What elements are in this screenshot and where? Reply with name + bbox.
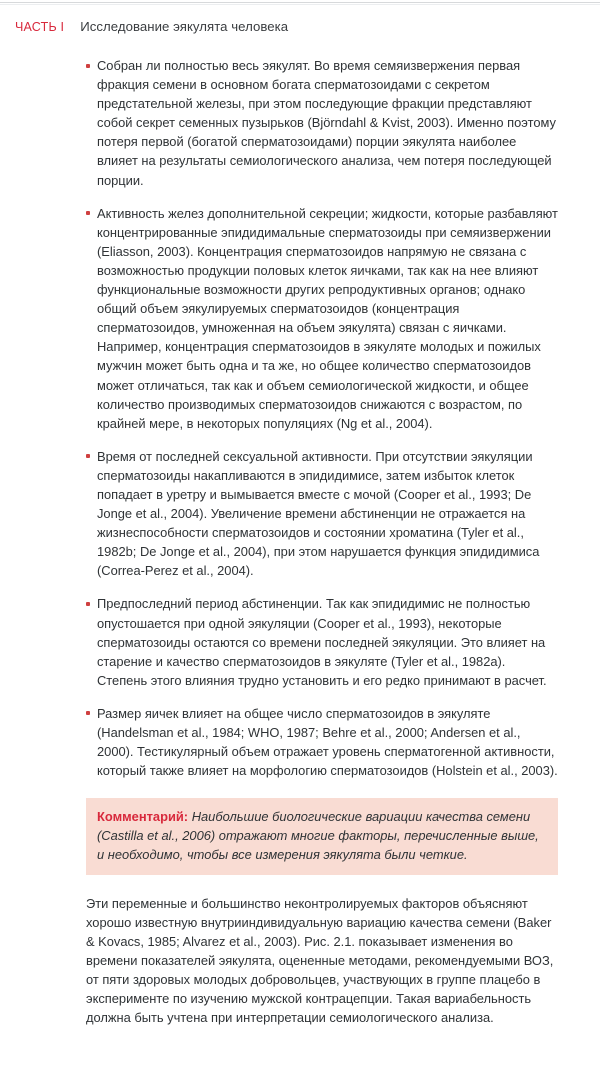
page-top-rule [0,2,600,3]
part-label: ЧАСТЬ I [15,20,65,34]
bullet-list [86,56,558,780]
bullet-item-time-since-last-activity [86,447,558,581]
bullet-item-accessory-gland-activity [86,204,558,433]
bullet-item-penultimate-abstinence [86,594,558,689]
running-head [15,19,585,34]
document-body [86,56,558,1040]
comment-callout [86,798,558,874]
bullet-text: Время от последней сексуальной активности. При отсутствии эякуляции сперматозоиды накапливаются в эпидидимисе, затем избыток клеток попадает в уретру и вымывается вместе с мочой (Cooper et al., 1993; De Jonge et al., 2004). Увеличение времени абстиненции не отражается на жизнеспособности сперматозоидов и состоянии хроматина (Tyler et al., 1982b; De Jonge et al., 2004), при этом нарушается функция эпидидимиса (Correa-Perez et al., 2004). [97,448,540,579]
comment-label: Комментарий: [97,809,189,825]
bullet-text: Предпоследний период абстиненции. Так как эпидидимис не полностью опустошается при одной эякуляции (Cooper et al., 1993), некоторые сперматозоиды остаются со времени последней эякуляции. Это влияет на старение и качество сперматозоидов в эякуляте (Tyler et al., 1982a). Степень этого влияния трудно установить и его редко принимают в расчет. [97,596,547,688]
bullet-text: Размер яичек влияет на общее число сперматозоидов в эякуляте (Handelsman et al., 1984; WHO, 1987; Behre et al., 2000; Andersen et al., 2000). Тестикулярный объем отражает уровень сперматогенной активности, который также влияет на морфологию сперматозоидов (Holstein et al., 2003). [97,705,558,779]
page-top-rule-secondary [0,4,600,5]
bullet-text: Активность желез дополнительной секреции; жидкости, которые разбавляют концентрированные эпидидимальные сперматозоиды при семяизвержении (Eliasson, 2003). Концентрация сперматозоидов напрямую не связана с возможностью продукции половых клеток яичками, так как на нее влияют функциональные возможности других репродуктивных органов; однако общий объем эякулируемых сперматозоидов (концентрация сперматозоидов, умноженная на объем эякулята) связан с яичками. Например, концентрация сперматозоидов в эякуляте молодых и пожилых мужчин может быть одна и та же, но общее количество сперматозоидов может отличаться, так как и объем семиологической жидкости, и общее количество производимых сперматозоидов снижаются с возрастом, по крайней мере, в некоторых популяциях (Ng et al., 2004). [97,205,558,431]
comment-text: Наибольшие биологические вариации качества семени (Castilla et al., 2006) отражают многие факторы, перечисленные выше, и необходимо, чтобы все измерения эякулята были четкие. [97,809,539,863]
bullet-text: Собран ли полностью весь эякулят. Во время семяизвержения первая фракция семени в основном богата сперматозоидами с секретом предстательной железы, при этом последующие фракции представляют собой секрет семенных пузырьков (Björndahl & Kvist, 2003). Именно поэтому потеря первой (богатой сперматозоидами) порции эякулята наиболее влияет на результаты семиологического анализа, чем потеря последующей порции. [97,58,556,188]
closing-paragraph: Эти переменные и большинство неконтролируемых факторов объясняют хорошо известную внутрииндивидуальную вариацию качества семени (Baker & Kovacs, 1985; Alvarez et al., 2003). Рис. 2.1. показывает изменения во времени показателей эякулята, оцененные методами, рекомендуемыми ВОЗ, от пяти здоровых молодых добровольцев, участвующих в группе плацебо в эксперименте по изучению мужской контрацепции. Такая вариабельность должна быть учтена при интерпретации семиологического анализа. [86,895,554,1026]
bullet-item-complete-collection [86,56,558,190]
page-title: Исследование эякулята человека [80,19,289,34]
bullet-item-testicular-size [86,704,558,780]
